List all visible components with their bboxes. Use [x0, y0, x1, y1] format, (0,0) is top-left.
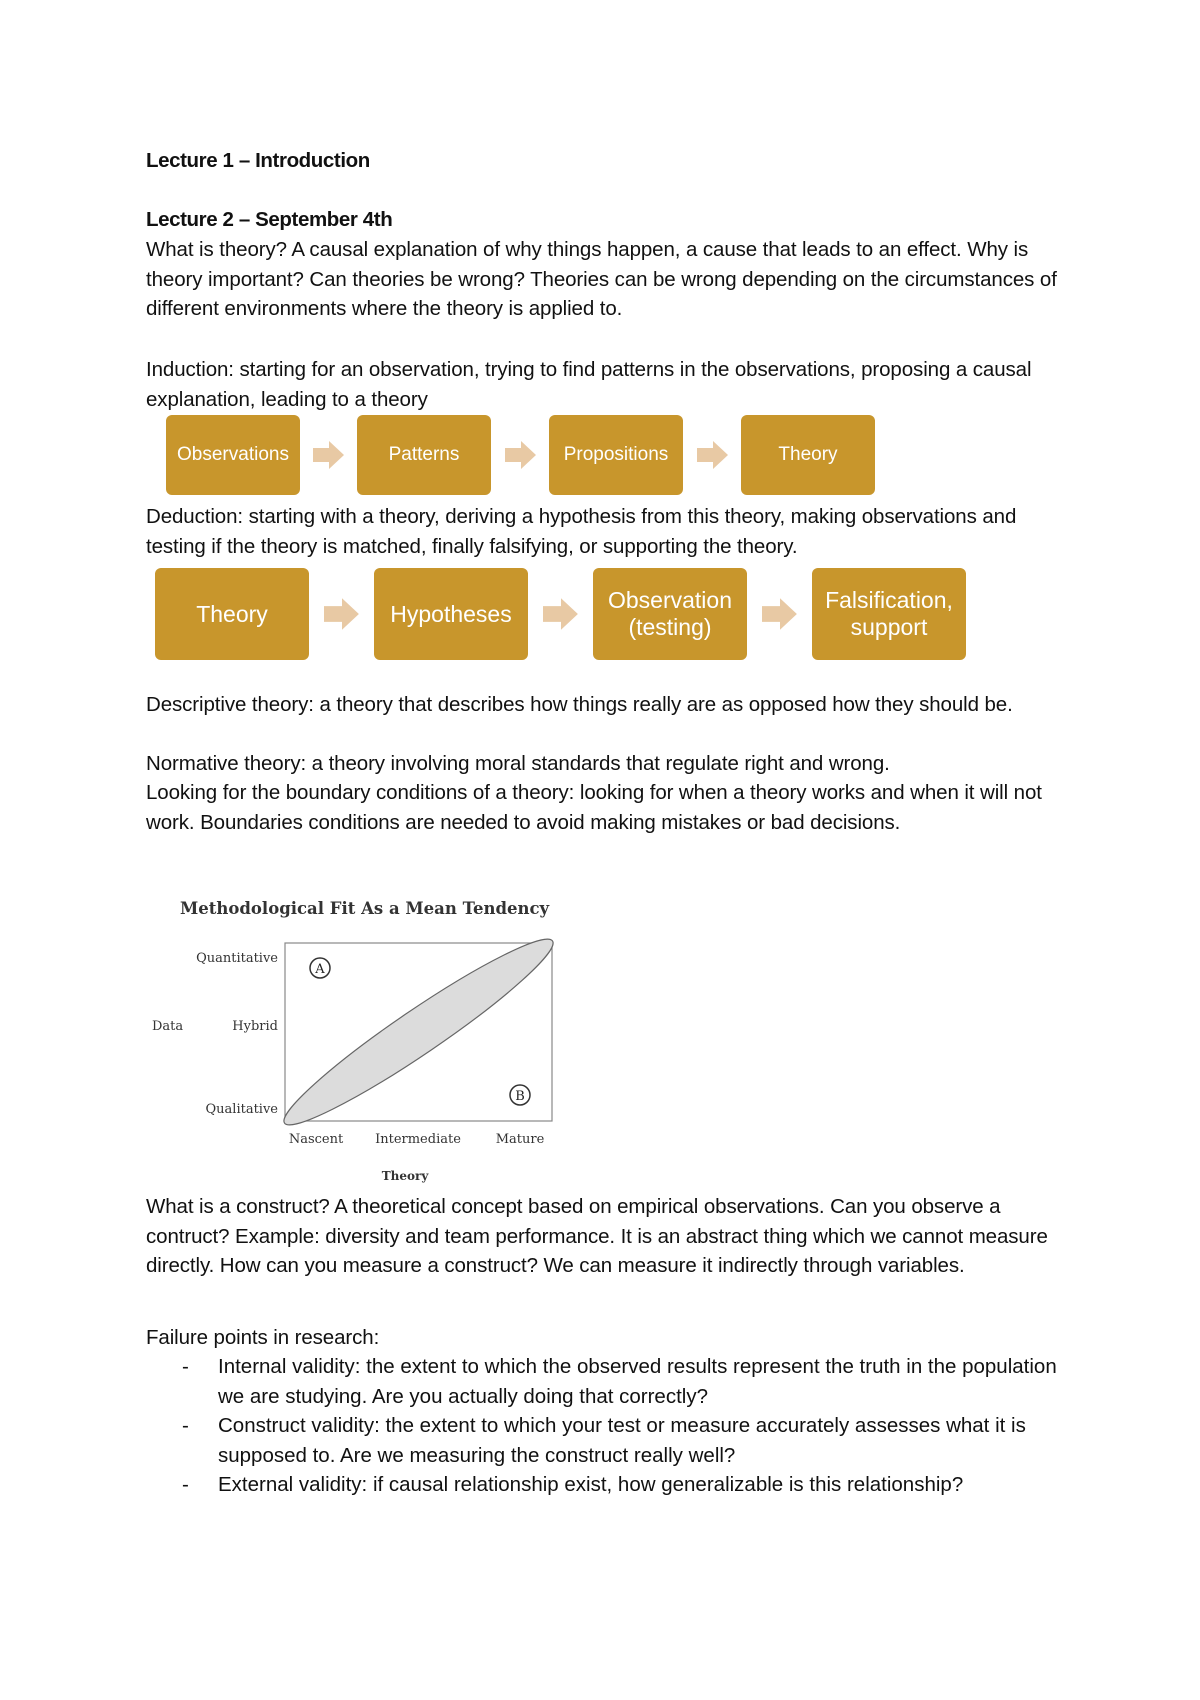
arrow-right-icon: [505, 439, 537, 471]
x-tick-label: Intermediate: [375, 1132, 461, 1147]
heading-lecture-1: Lecture 1 – Introduction: [146, 149, 370, 172]
flow-box-theory: Theory: [155, 568, 309, 660]
paragraph-boundary-conditions: Looking for the boundary conditions of a theory: looking for when a theory works and when it will not work. Boundaries conditions are needed to avoid making mistakes or bad decisions.: [146, 781, 1042, 834]
paragraph-deduction: Deduction: starting with a theory, deriving a hypothesis from this theory, making observations and testing if the theory is matched, finally falsifying, or supporting the theory.: [146, 505, 1017, 558]
flow-box-line: support: [850, 614, 928, 640]
paragraph-normative-theory: Normative theory: a theory involving moral standards that regulate right and wrong.: [146, 752, 890, 775]
flow-box-propositions: Propositions: [549, 415, 683, 495]
arrow-right-icon: [762, 596, 798, 632]
x-tick-label: Nascent: [288, 1132, 344, 1147]
arrow-right-icon: [313, 439, 345, 471]
y-axis-label: Data: [152, 1019, 184, 1034]
flow-box-theory: Theory: [741, 415, 875, 495]
arrow-right-icon: [697, 439, 729, 471]
paragraph-induction: Induction: starting for an observation, trying to find patterns in the observations, proposing a causal explanation, leading to a theory: [146, 358, 1032, 411]
heading-lecture-2: Lecture 2 – September 4th: [146, 208, 393, 231]
flow-box-observations: Observations: [166, 415, 300, 495]
flow-box-line: Observation: [607, 587, 732, 613]
x-tick-label: Mature: [495, 1132, 545, 1147]
paragraph-theory: What is theory? A causal explanation of why things happen, a cause that leads to an effect. Why is theory important? Can theories be wrong? Theories can be wrong depending on the circumstances of different environments where the theory is applied to.: [146, 238, 1057, 320]
flow-box-patterns: Patterns: [357, 415, 491, 495]
marker-b-label: B: [515, 1089, 525, 1104]
flow-box-line: Falsification,: [825, 587, 953, 613]
paragraph-failure-points: Failure points in research:: [146, 1326, 380, 1349]
flow-box-falsification-support: [812, 568, 966, 660]
methodological-fit-figure: [140, 895, 580, 1195]
marker-a-label: A: [315, 962, 325, 977]
arrow-right-icon: [324, 596, 360, 632]
bullet-dash: -: [182, 1355, 189, 1378]
bullet-dash: -: [182, 1414, 189, 1437]
list-item-text: Internal validity: the extent to which the observed results represent the truth in the population we are studying. Are you actually doing that correctly?: [218, 1355, 1057, 1408]
list-item-text: Construct validity: the extent to which your test or measure accurately assesses what it is supposed to. Are we measuring the construct really well?: [218, 1414, 1026, 1467]
y-tick-label: Hybrid: [232, 1019, 278, 1034]
failure-points-list: [146, 1352, 1086, 1500]
list-item: [146, 1352, 1086, 1411]
list-item: [146, 1411, 1086, 1470]
list-item-text: External validity: if causal relationship exist, how generalizable is this relationship?: [218, 1473, 964, 1496]
bullet-dash: -: [182, 1473, 189, 1496]
y-tick-label: Quantitative: [196, 951, 278, 966]
figure-title: Methodological Fit As a Mean Tendency: [180, 899, 550, 918]
y-tick-label: Qualitative: [205, 1102, 278, 1117]
arrow-right-icon: [543, 596, 579, 632]
paragraph-construct: What is a construct? A theoretical concept based on empirical observations. Can you observe a contruct? Example: diversity and team performance. It is an abstract thing which we cannot measure directly. How can you measure a construct? We can measure it indirectly through variables.: [146, 1195, 1048, 1277]
flow-box-observation-testing: [593, 568, 747, 660]
list-item: [146, 1470, 1086, 1500]
paragraph-descriptive-theory: Descriptive theory: a theory that describes how things really are as opposed how they should be.: [146, 693, 1013, 716]
flow-box-line: (testing): [628, 614, 712, 640]
x-axis-label: Theory: [381, 1169, 429, 1183]
flow-box-hypotheses: Hypotheses: [374, 568, 528, 660]
